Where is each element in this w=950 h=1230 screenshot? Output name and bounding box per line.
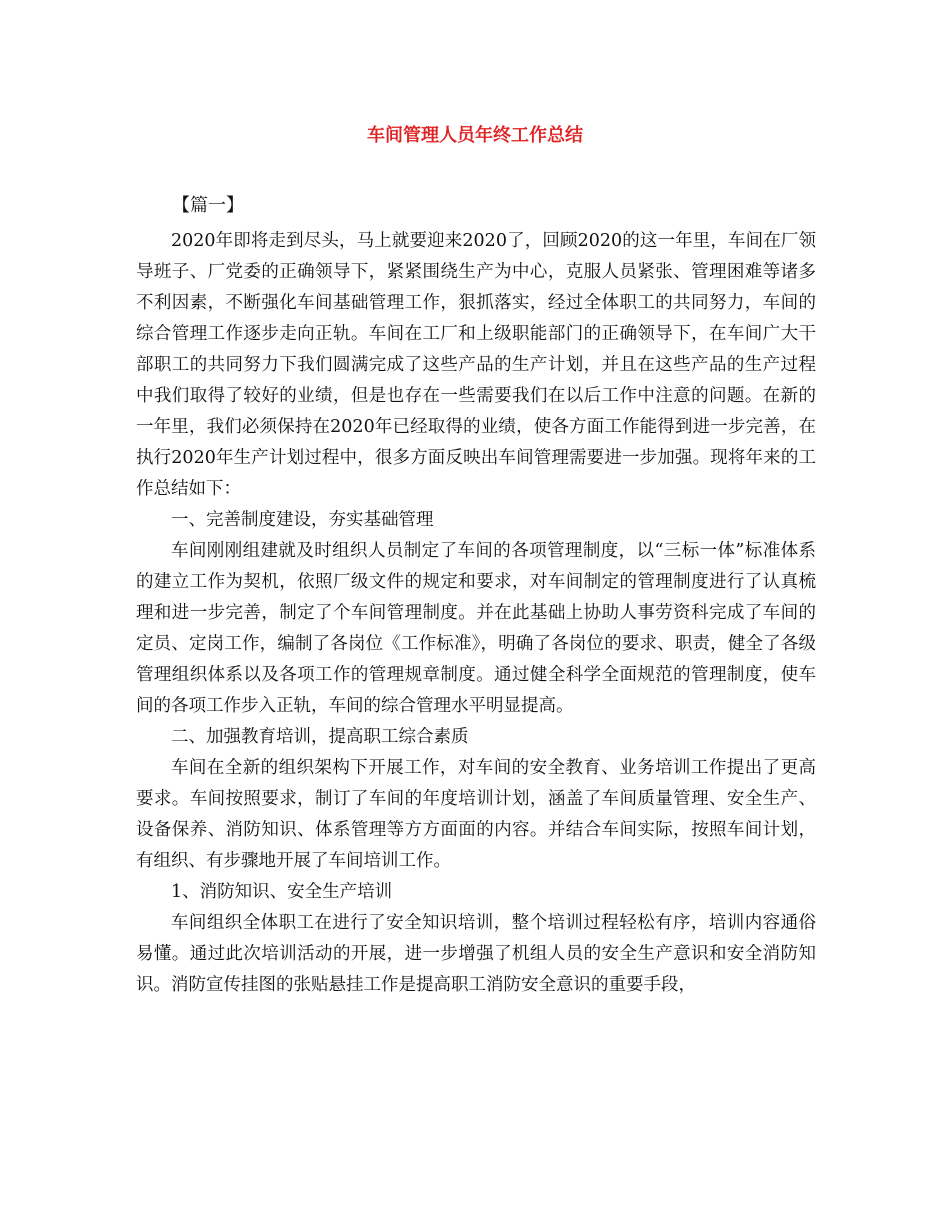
heading-subsection-1: 1、消防知识、安全生产培训 — [171, 882, 393, 902]
paragraph-section-2: 车间在全新的组织架构下开展工作，对车间的安全教育、业务培训工作提出了更高要求。车间按照要求，制订了车间的年度培训计划，涵盖了车间质量管理、安全生产、设备保养、消防知识、体系管理等方方面面的内容。并结合车间实际，按照车间计划，有组织、有步骤地开展了车间培训工作。 — [136, 758, 816, 871]
heading-section-1: 一、完善制度建设，夯实基础管理 — [171, 510, 434, 530]
paragraph-subsection-1: 车间组织全体职工在进行了安全知识培训，整个培训过程轻松有序，培训内容通俗易懂。通过此次培训活动的开展，进一步增强了机组人员的安全生产意识和安全消防知识。消防宣传挂图的张贴悬挂工作是提高职工消防安全意识的重要手段， — [136, 913, 816, 995]
section-label: 【篇一】 — [172, 195, 244, 216]
paragraph-intro: 2020年即将走到尽头，马上就要迎来2020了，回顾2020的这一年里，车间在厂领导班子、厂党委的正确领导下，紧紧围绕生产为中心，克服人员紧张、管理困难等诸多不利因素，不断强化车间基础管理工作，狠抓落实，经过全体职工的共同努力，车间的综合管理工作逐步走向正轨。车间在工厂和上级职能部门的正确领导下，在车间广大干部职工的共同努力下我们圆满完成了这些产品的生产计划，并且在这些产品的生产过程中我们取得了较好的业绩，但是也存在一些需要我们在以后工作中注意的问题。在新的一年里，我们必须保持在2020年已经取得的业绩，使各方面工作能得到进一步完善，在执行2020年生产计划过程中，很多方面反映出车间管理需要进一步加强。现将年来的工作总结如下： — [136, 231, 816, 499]
document-body — [136, 226, 816, 1001]
paragraph-section-1: 车间刚刚组建就及时组织人员制定了车间的各项管理制度，以“三标一体”标准体系的建立工作为契机，依照厂级文件的规定和要求，对车间制定的管理制度进行了认真梳理和进一步完善，制定了个车间管理制度。并在此基础上协助人事劳资科完成了车间的定员、定岗工作，编制了各岗位《工作标准》，明确了各岗位的要求、职责，健全了各级管理组织体系以及各项工作的管理规章制度。通过健全科学全面规范的管理制度，使车间的各项工作步入正轨，车间的综合管理水平明显提高。 — [136, 541, 816, 716]
document-title: 车间管理人员年终工作总结 — [367, 125, 583, 146]
heading-section-2: 二、加强教育培训，提高职工综合素质 — [171, 727, 469, 747]
